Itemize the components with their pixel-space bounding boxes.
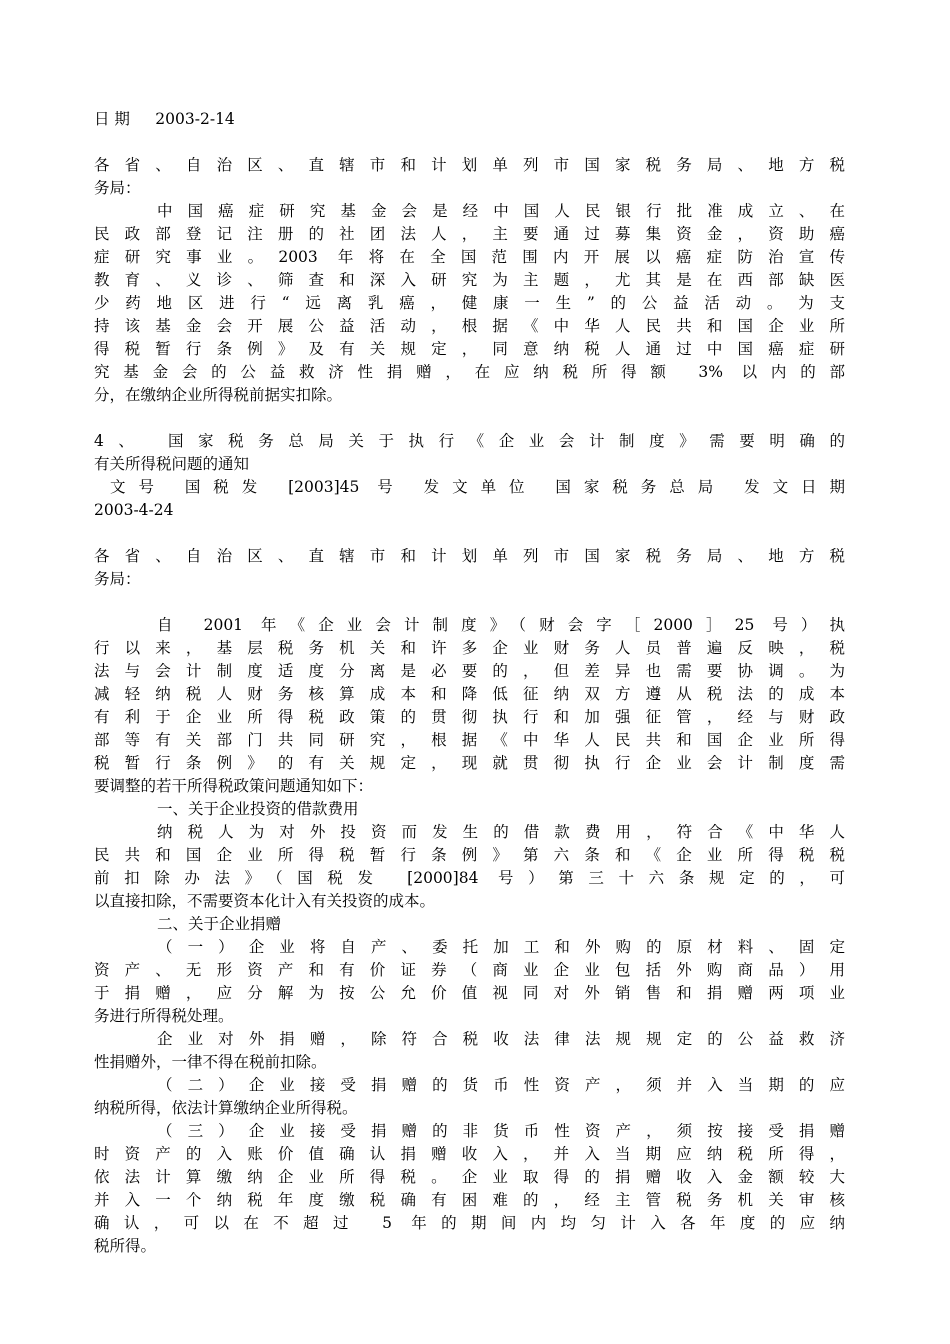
blank-line xyxy=(94,591,845,614)
text-line: 日 期 2003-2-14 xyxy=(94,110,235,128)
text-line: 纳税人为对外投资而发生的借款费用，符合《中华人 xyxy=(157,823,845,841)
text-line: 税暂行条例》的有关规定，现就贯彻执行企业会计制度需 xyxy=(94,754,845,772)
text-line: 究基金会的公益救济性捐赠，在应纳税所得额 3% 以内的部 xyxy=(94,363,845,381)
text-line: 性捐赠外，一律不得在税前扣除。 xyxy=(94,1053,327,1071)
blank-line xyxy=(94,522,845,545)
text-line: （一）企业将自产、委托加工和外购的原材料、固定 xyxy=(157,938,845,956)
blank-line xyxy=(94,407,845,430)
blank-line xyxy=(94,131,845,154)
text-line: 各省、自治区、直辖市和计划单列市国家税务局、地方税 xyxy=(94,547,845,565)
text-line: 依法计算缴纳企业所得税。企业取得的捐赠收入金额较大 xyxy=(94,1168,845,1186)
text-line: （二）企业接受捐赠的货币性资产，须并入当期的应 xyxy=(157,1076,845,1094)
document-page xyxy=(94,108,845,1258)
text-line: 减轻纳税人财务核算成本和降低征纳双方遵从税法的成本 xyxy=(94,685,845,703)
text-line: 法与会计制度适度分离是必要的，但差异也需要协调。为 xyxy=(94,662,845,680)
text-line: 并入一个纳税年度缴税确有困难的，经主管税务机关审核 xyxy=(94,1191,845,1209)
text-line: 以直接扣除，不需要资本化计入有关投资的成本。 xyxy=(94,892,436,910)
text-line: 文号 国税发 [2003]45 号 发文单位 国家税务总局 发文日期 xyxy=(110,478,845,496)
text-line: 部等有关部门共同研究，根据《中华人民共和国企业所得 xyxy=(94,731,845,749)
text-line: 中国癌症研究基金会是经中国人民银行批准成立、在 xyxy=(157,202,845,220)
text-line: 教育、义诊、筛查和深入研究为主题，尤其是在西部缺医 xyxy=(94,271,845,289)
text-line: 务进行所得税处理。 xyxy=(94,1007,234,1025)
text-line: 分，在缴纳企业所得税前据实扣除。 xyxy=(94,386,343,404)
text-line: 时资产的入账价值确认捐赠收入，并入当期应纳税所得， xyxy=(94,1145,845,1163)
text-line: 前扣除办法》（国税发 [2000]84 号）第三十六条规定的，可 xyxy=(94,869,845,887)
text-line: 资产、无形资产和有价证券（商业企业包括外购商品）用 xyxy=(94,961,845,979)
text-line: 一、关于企业投资的借款费用 xyxy=(157,800,359,818)
text-line: 行以来，基层税务机关和许多企业财务人员普遍反映，税 xyxy=(94,639,845,657)
text-line: 各省、自治区、直辖市和计划单列市国家税务局、地方税 xyxy=(94,156,845,174)
text-line: 确认，可以在不超过 5 年的期间内均匀计入各年度的应纳 xyxy=(94,1214,845,1232)
text-line: 企业对外捐赠，除符合税收法律法规规定的公益救济 xyxy=(157,1030,845,1048)
text-line: 症研究事业。2003 年将在全国范围内开展以癌症防治宣传 xyxy=(94,248,845,266)
text-line: 要调整的若干所得税政策问题通知如下： xyxy=(94,777,374,795)
text-line: （三）企业接受捐赠的非货币性资产，须按接受捐赠 xyxy=(157,1122,845,1140)
text-line: 纳税所得，依法计算缴纳企业所得税。 xyxy=(94,1099,358,1117)
text-line: 持该基金会开展公益活动，根据《中华人民共和国企业所 xyxy=(94,317,845,335)
text-line: 于捐赠，应分解为按公允价值视同对外销售和捐赠两项业 xyxy=(94,984,845,1002)
text-line: 民政部登记注册的社团法人，主要通过募集资金，资助癌 xyxy=(94,225,845,243)
text-line: 民共和国企业所得税暂行条例》第六条和《企业所得税税 xyxy=(94,846,845,864)
text-line: 税所得。 xyxy=(94,1237,157,1255)
text-line: 4、 国家税务总局关于执行《企业会计制度》需要明确的 xyxy=(94,432,845,450)
text-line: 务局： xyxy=(94,570,141,588)
text-line: 有利于企业所得税政策的贯彻执行和加强征管，经与财政 xyxy=(94,708,845,726)
text-line: 有关所得税问题的通知 xyxy=(94,455,250,473)
text-line: 务局： xyxy=(94,179,141,197)
text-line: 二、关于企业捐赠 xyxy=(157,915,282,933)
text-line: 得税暂行条例》及有关规定，同意纳税人通过中国癌症研 xyxy=(94,340,845,358)
text-line: 少药地区进行“远离乳癌，健康一生”的公益活动。为支 xyxy=(94,294,845,312)
text-line: 自 2001 年《企业会计制度》（财会字［2000］25 号）执 xyxy=(157,616,845,634)
text-line: 2003-4-24 xyxy=(94,501,174,519)
